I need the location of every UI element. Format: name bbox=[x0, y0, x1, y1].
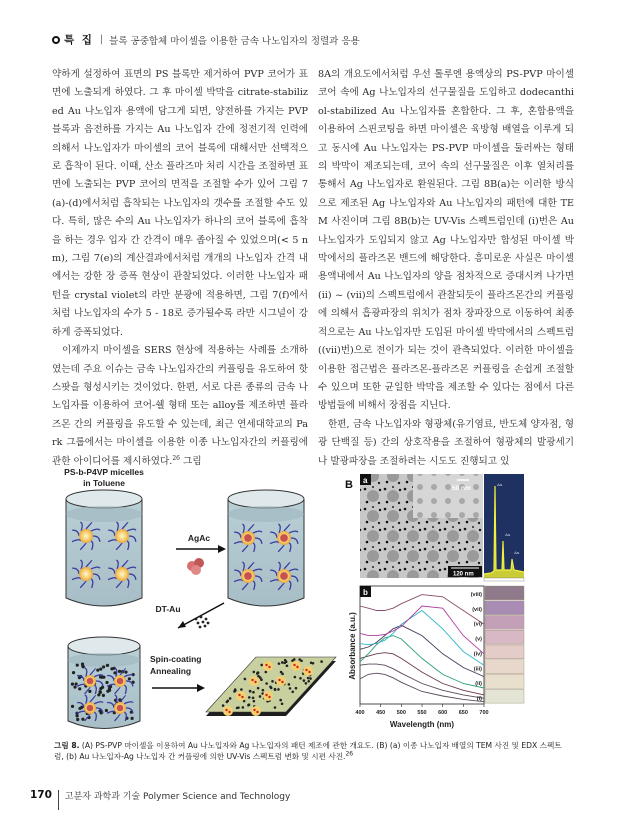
header-title: 블록 공중합체 마이셀을 이용한 금속 나노입자의 정렬과 응용 bbox=[109, 35, 360, 47]
beaker-1 bbox=[66, 490, 142, 606]
arrow-dtau bbox=[178, 603, 224, 628]
micelle-icon bbox=[263, 691, 273, 701]
series-label: (iii) bbox=[473, 666, 482, 673]
scale-inset-label: 50 nm bbox=[452, 485, 471, 492]
panel-b-label: B bbox=[345, 479, 353, 491]
micelle-icon bbox=[251, 706, 261, 716]
series-label: (iv) bbox=[473, 651, 482, 658]
circle-bullet-icon bbox=[52, 36, 60, 44]
sample-swatch bbox=[485, 660, 524, 674]
edx-peak-label: Au bbox=[505, 532, 511, 537]
page-number: 170 bbox=[30, 789, 52, 801]
caption-text: (A) PS-PVP 마이셀을 이용하여 Au 나노입자와 Ag 나노입자의 패턴 제조에 관한 개요도. (B) (a) 이종 나노입자 배열의 TEM 사진 및 EDX 스펙트럼, (b) Au 나노입자-Ag 나노입자 간 커플링에 의한 UV-Vis 스펙트럼 변화 및 시편 사진. bbox=[54, 741, 562, 761]
series-label: (ii) bbox=[475, 681, 482, 688]
x-tick-label: 650 bbox=[458, 710, 468, 716]
sample-photos bbox=[485, 586, 524, 703]
micelle-icon bbox=[249, 676, 259, 686]
arrowhead-icon bbox=[197, 684, 205, 692]
ag-precursor-icon bbox=[187, 558, 204, 575]
beaker-3 bbox=[68, 637, 140, 729]
caption-label: 그림 8. bbox=[54, 741, 80, 750]
x-tick-label: 400 bbox=[355, 710, 365, 716]
micelle-icon bbox=[223, 706, 233, 716]
sample-swatch bbox=[485, 689, 524, 703]
x-axis-label: Wavelength (nm) bbox=[389, 720, 455, 729]
x-tick-label: 600 bbox=[438, 710, 448, 716]
micelle-icon bbox=[276, 676, 286, 686]
beaker-2 bbox=[228, 490, 304, 606]
panel-a-title-1: PS-b-P4VP micelles bbox=[64, 467, 144, 477]
left-column bbox=[52, 66, 308, 467]
sample-swatch bbox=[485, 586, 524, 600]
sample-swatch bbox=[485, 601, 524, 615]
tem-inset bbox=[413, 474, 483, 518]
micelle-icon bbox=[236, 691, 246, 701]
thin-film-substrate bbox=[206, 657, 336, 716]
running-header bbox=[52, 32, 360, 47]
sub-a-label: a bbox=[363, 476, 368, 485]
panel-a-title-2: in Toluene bbox=[83, 478, 125, 488]
paragraph: 한편, 금속 나노입자와 형광체(유기염료, 반도체 양자점, 형광 단백질 등) 간의 상호작용을 조절하여 형광체의 발광세기나 발광파장을 조절하려는 시도도 진행되고 있 bbox=[318, 418, 574, 467]
micelle-icon bbox=[291, 661, 301, 671]
journal-name: 고분자 과학과 기술 Polymer Science and Technology bbox=[64, 791, 291, 802]
header-divider: | bbox=[99, 34, 104, 45]
paragraph bbox=[52, 342, 308, 471]
section-label: 특 집 bbox=[64, 34, 94, 46]
x-tick-label: 700 bbox=[479, 710, 489, 716]
edx-peak-label: Au bbox=[514, 550, 520, 555]
paragraph: 약하게 설정하여 표면의 PS 블록만 제거하여 PVP 코어가 표면에 노출되게 하였다. 그 후 마이셀 박막을 citrate-stabilized Au 나노입자 용액에 담그게 되면, 양전하를 가지는 PVP 블록과 음전하를 가지는 Au 나노입자 간에 정전기적 인력에 의해서 나노입자가 마이셀의 코어 블록에 대해서만 선택적으로 흡착이 된다. 이때, 산소 플라즈마 처리 시간을 조절하면 표면에 노출되는 PVP 코어의 면적을 조절할 수가 있어 그림 7(a)-(d)에서처럼 흡착되는 나노입자의 갯수를 조절할 수도 있다. 특히, 많은 수의 Au 나노입자가 하나의 코어 블록에 흡착을 하는 경우 입자 간 간격이 매우 좁아질 수 있었으며(< 5 nm), 그림 7(e)의 계산결과에서처럼 개개의 나노입자 간격 내에서는 강한 장 증폭 현상이 관찰되었다. 이러한 나노입자 패턴을 crystal violet의 라만 분광에 적용하면, 그림 7(f)에서처럼 나노입자의 수가 5 - 18로 증가될수록 라만 시그널이 강하게 증폭되었다. bbox=[52, 69, 308, 338]
series-label: (vi) bbox=[473, 621, 482, 628]
series-label: (viii) bbox=[470, 592, 482, 598]
step-spin-label-1: Spin-coating bbox=[150, 654, 202, 664]
reference-superscript: 26 bbox=[172, 454, 180, 462]
sub-b-label: b bbox=[363, 588, 368, 597]
paragraph-text: 이제까지 마이셀을 SERS 현상에 적용하는 사례를 소개하였는데 주요 이슈는 금속 나노입자간의 커플링을 유도하여 핫 스팟을 형성시키는 것이었다. 한편, 서로 다른 종류의 금속 나노입자를 이용하여 코어-쉘 형태 또는 alloy를 제조하면 플라즈몬 간의 커플링을 유도할 수 있는데, 최근 연세대학교의 Park 그룹에서는 마이셀을 이용한 이종 나노입자간의 커플링에 관한 아이디어를 제시하였다. bbox=[52, 345, 308, 467]
micelle-icon bbox=[303, 666, 313, 676]
plot-area bbox=[360, 586, 484, 704]
figure-caption bbox=[54, 740, 569, 762]
series-label: (vii) bbox=[472, 606, 482, 613]
footer-divider bbox=[58, 790, 59, 810]
right-column bbox=[318, 66, 574, 467]
paragraph-tail: 그림 bbox=[180, 455, 202, 467]
sample-swatch bbox=[485, 616, 524, 630]
step-dtau-label: DT-Au bbox=[155, 604, 181, 614]
arrowhead-icon bbox=[218, 545, 226, 553]
sample-swatch bbox=[485, 675, 524, 689]
sample-swatch bbox=[485, 645, 524, 659]
y-axis-label: Absorbance (a.u.) bbox=[348, 612, 357, 680]
scale-main-label: 120 nm bbox=[453, 571, 474, 578]
edx-peak-label: Au bbox=[497, 482, 503, 487]
sample-swatch bbox=[485, 630, 524, 644]
micelle-icon bbox=[263, 661, 273, 671]
step-spin-label-2: Annealing bbox=[150, 666, 192, 676]
step-agac-label: AgAc bbox=[187, 533, 211, 543]
paragraph: 8A의 개요도에서처럼 우선 톨루엔 용액상의 PS-PVP 마이셀 코어 속에 Ag 나노입자의 선구물질을 도입하고 dodecanthiol-stabilized Au 나노입자를 혼합한다. 그 후, 혼합용액을 이용하여 스핀코팅을 하면 마이셀은 육방형 배열을 이루게 되고 동시에 Au 나노입자는 PS-PVP 마이셀을 둘러싸는 형태의 박막이 제조되는데, 코어 속의 선구물질은 이후 열처리를 통해서 Ag 나노입자로 환원된다. 그림 8B(a)는 이러한 방식으로 제조된 Ag 나노입자와 Au 나노입자의 패턴에 대한 TEM 사진이며 그림 8B(b)는 UV-Vis 스펙트럼인데 (i)번은 Au 나노입자가 도입되지 않고 Ag 나노입자만 합성된 마이셀 박막에서의 플라즈몬 밴드에 해당한다. 흥미로운 사실은 마이셀 용액내에서 Au 나노입자의 양을 점차적으로 증대시켜 나가면 (ii) ~ (vii)의 스펙트럼에서 관찰되듯이 플라즈몬간의 커플링에 의해서 흡광파장의 위치가 점차 장파장으로 이동하여 최종적으로는 Au 나노입자만 도입된 마이셀 박막에서의 스펙트럼((vii)번)으로 전이가 되는 것이 관측되었다. 이러한 마이셀을 이용한 접근법은 플라즈몬-플라즈몬 커플링을 손쉽게 조절할 수 있으며 또한 균일한 박막을 제조할 수 있다는 점에서 다른 방법들에 비해서 장점을 지닌다. bbox=[318, 69, 574, 412]
figure-8 bbox=[56, 466, 576, 732]
x-tick-label: 450 bbox=[376, 710, 386, 716]
uv-vis-chart bbox=[348, 586, 524, 729]
series-label: (i) bbox=[476, 696, 482, 702]
series-label: (v) bbox=[475, 636, 482, 643]
schematic-panel-a bbox=[56, 466, 341, 732]
page-footer bbox=[30, 785, 290, 805]
x-tick-label: 550 bbox=[417, 710, 427, 716]
panel-b bbox=[343, 466, 576, 732]
x-tick-label: 500 bbox=[396, 710, 406, 716]
caption-reference: 26 bbox=[345, 750, 354, 758]
